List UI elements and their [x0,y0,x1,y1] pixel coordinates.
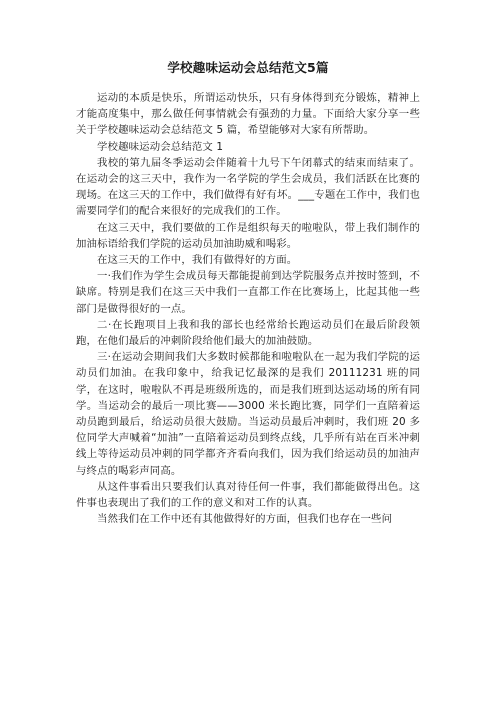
paragraph-point-one: 一·我们作为学生会成员每天都能提前到达学院服务点并按时签到，不缺席。特别是我们在这三天中我们一直都工作在比赛场上，比起其他一些部门是做得很好的一点。 [76,270,420,315]
paragraph-body: 我校的第九届冬季运动会伴随着十九号下午闭幕式的结束而结束了。在运动会的这三天中，我作为一名学院的学生会成员，我们活跃在比赛的现场。在这三天的工作中，我们做得有好有坏。___专题在工作中，我们也需要同学们的配合来很好的完成我们的工作。 [76,156,420,218]
paragraph-intro: 运动的本质是快乐，所谓运动快乐，只有身体得到充分锻炼，精神上才能高度集中，那么做任何事情就会有强劲的力量。下面给大家分享一些关于学校趣味运动会总结范文 5 篇，希望能够对大家有所帮助。 [76,92,420,137]
paragraph-body: 当然我们在工作中还有其他做得好的方面，但我们也存在一些问 [97,513,393,526]
paragraph-point-three: 三·在运动会期间我们大多数时候都能和啦啦队在一起为我们学院的运动员们加油。在我印象中，给我记忆最深的是我们 20111231 班的同学，在这时，啦啦队不再是班级所选的，而是我们班到达运动场的所有同学。当运动会的最后一项比赛——3000 米长跑比赛，同学们一直陪着运动员跑到最后，给运动员很大鼓励。当运动员最后冲刺时，我们班 20 多位同学大声喊着“加油”一直陪着运动员到终点线，几乎所有站在百米冲刺线上等待运动员冲刺的同学都齐齐看向我们，因为我们给运动员的加油声与终点的喝彩声同高。 [76,351,420,477]
paragraph-body: 从这件事看出只要我们认真对待任何一件事，我们都能做得出色。这件事也表现出了我们的工作的意义和对工作的认真。 [76,480,420,510]
paragraph-section-heading: 学校趣味运动会总结范文 1 [97,140,224,153]
paragraph-body: 在这三天中，我们要做的工作是组织每天的啦啦队，带上我们制作的加油标语给我们学院的运动员加油助威和喝彩。 [76,221,420,250]
paragraph-body: 在这三天的工作中，我们有做得好的方面。 [97,254,298,267]
document-title: 学校趣味运动会总结范文5篇 [167,60,329,75]
paragraph-point-two: 二·在长跑项目上我和我的部长也经常给长跑运动员们在最后阶段领跑，在他们最后的冲刺阶段给他们最大的加油鼓励。 [76,318,420,348]
